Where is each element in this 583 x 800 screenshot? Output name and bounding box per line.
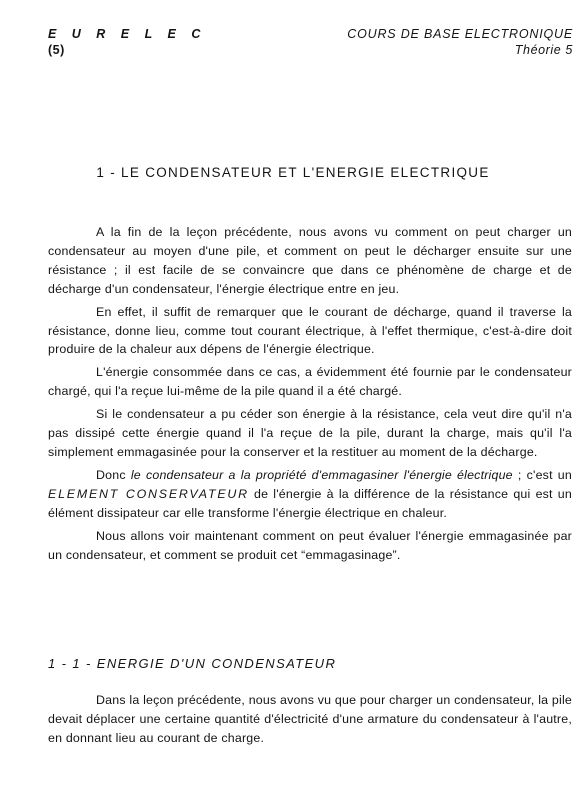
section-title: 1 - 1 - ENERGIE D'UN CONDENSATEUR	[48, 656, 337, 671]
theory-label: Théorie 5	[514, 43, 573, 57]
p5-keyword: ELEMENT CONSERVATEUR	[48, 486, 249, 501]
p5-lead: Donc	[96, 467, 131, 482]
p5-tail: de l'énergie à la différence de la résistance qui est un élément dissipateur car elle transforme l'énergie électrique en chaleur.	[48, 486, 572, 520]
body-text	[48, 223, 572, 564]
header-left	[48, 26, 206, 58]
paragraph-5	[48, 466, 572, 523]
course-title: COURS DE BASE ELECTRONIQUE	[347, 27, 573, 41]
paragraph-3: L'énergie consommée dans ce cas, a évidemment été fournie par le condensateur chargé, qui l'a reçue lui-même de la pile quand il a été chargé.	[48, 365, 572, 399]
p5-emphasis: le condensateur a la propriété d'emmagasiner l'énergie électrique	[130, 467, 513, 482]
paragraph-2: En effet, il suffit de remarquer que le courant de décharge, quand il traverse la résistance, donne lieu, comme tout courant électrique, à l'effet thermique, c'est-à-dire doit produire de la chaleur aux dépens de l'énergie électrique.	[48, 304, 572, 357]
paragraph-7: Dans la leçon précédente, nous avons vu que pour charger un condensateur, la pile devait déplacer une certaine quantité d'électricité d'une armature du condensateur à l'autre, en donnant lieu au courant de charge.	[48, 693, 572, 745]
chapter-title: 1 - LE CONDENSATEUR ET L'ENERGIE ELECTRIQUE	[96, 165, 490, 180]
paragraph-1: A la fin de la leçon précédente, nous avons vu comment on peut charger un condensateur au moyen d'une pile, et comment on peut le décharger ensuite sur une résistance ; il est facile de se convaincre que dans ce phénomène de charge et de décharge d'un condensateur, l'énergie électrique entre en jeu.	[48, 225, 572, 296]
brand-name: E U R E L E C	[48, 27, 207, 41]
header-right	[347, 26, 573, 58]
paragraph-4: Si le condensateur a pu céder son énergie à la résistance, cela veut dire qu'il n'a pas dissipé cette énergie quand il l'a reçue de la pile, durant la charge, mais qu'il l'a simplement emmagasinée pour la conserver et la restituer au moment de la décharge.	[48, 407, 572, 459]
paragraph-6: Nous allons voir maintenant comment on peut évaluer l'énergie emmagasinée par un condensateur, et comment se produit cet “emmagasinage”.	[48, 528, 572, 562]
page-number: (5)	[48, 43, 65, 57]
p5-mid: ; c'est un	[512, 467, 572, 482]
body-text-2	[48, 691, 572, 748]
